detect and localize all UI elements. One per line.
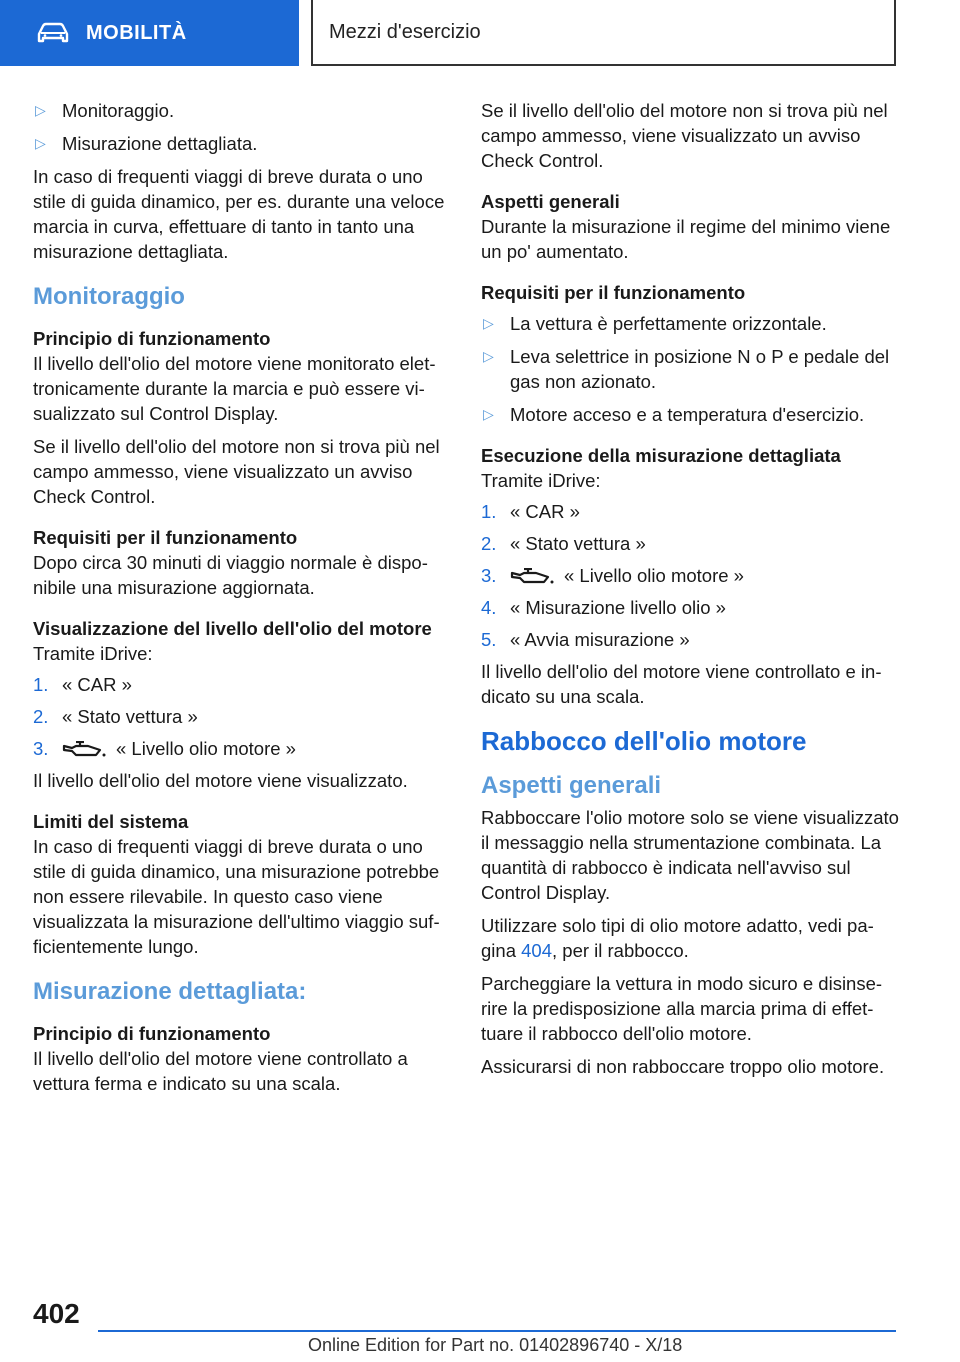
heading-misurazione: Misurazione dettagliata:: [33, 978, 307, 1005]
top-bullet-list: [33, 98, 451, 156]
step-item: 3. « Livello olio motore »: [481, 565, 744, 586]
right-column: [481, 98, 901, 1087]
page-number: 402: [33, 1298, 80, 1329]
list-item: ▷ Monitoraggio.: [35, 100, 175, 121]
page-header: [0, 0, 960, 66]
paragraph: Il livello dell'olio del motore viene controllato e indicato su una scala.: [481, 661, 882, 707]
heading-monitoraggio: Monitoraggio: [33, 283, 185, 310]
chapter-title: MOBILITÀ: [86, 21, 187, 44]
footer-divider: [98, 1330, 896, 1332]
left-column: [33, 98, 451, 1104]
step-item: 4. « Misurazione livello olio »: [481, 597, 726, 618]
steps-list: [481, 499, 901, 652]
step-item: 2. « Stato vettura »: [33, 706, 198, 727]
list-item: ▷ Leva selettrice in posizione N o P e pedale del gas non azionato.: [483, 346, 890, 392]
paragraph: Parcheggiare la vettura in modo sicuro e disinserire la predisposizione alla marcia prima di effettuare il rabbocco dell'olio motore.: [481, 973, 883, 1044]
heading-aspetti: Aspetti generali: [481, 191, 620, 212]
requisiti-list: [481, 311, 901, 427]
oil-can-icon: [510, 568, 554, 586]
paragraph: Assicurarsi di non rabboccare troppo olio motore.: [481, 1056, 885, 1077]
paragraph: Rabboccare l'olio motore solo se viene visualizzato il messaggio nella strumentazione combinata. La quantità di rabbocco è indicata nell'avviso sul Control Display.: [481, 807, 899, 903]
heading-aspetti-2: Aspetti generali: [481, 772, 662, 799]
steps-list: [33, 672, 451, 761]
step-item: 1. « CAR »: [33, 674, 132, 695]
page-link[interactable]: 404: [521, 940, 552, 961]
paragraph: Se il livello dell'olio del motore non si trova più nel campo ammesso, viene visualizzato un avviso Check Control.: [33, 436, 440, 507]
paragraph: Dopo circa 30 minuti di viaggio normale è disponibile una misurazione aggiornata.: [33, 552, 428, 598]
list-item: ▷ Motore acceso e a temperatura d'esercizio.: [483, 404, 865, 425]
list-item: ▷ La vettura è perfettamente orizzontale.: [483, 313, 827, 334]
heading-principio: Principio di funzionamento: [33, 328, 271, 349]
paragraph: Il livello dell'olio del motore viene visualizzato.: [33, 770, 408, 791]
paragraph: Tramite iDrive:: [33, 643, 153, 664]
list-item: ▷ Misurazione dettagliata.: [35, 133, 258, 154]
step-item: 3. « Livello olio motore »: [33, 738, 296, 759]
triangle-bullet-icon: ▷: [483, 315, 494, 331]
oil-can-icon: [62, 741, 106, 759]
paragraph: In caso di frequenti viaggi di breve durata o uno stile di guida dinamico, una misurazione potrebbe non essere rilevabile. In questo caso viene visualizzata la misurazione dell'ultimo viaggio sufficientemente lungo.: [33, 836, 440, 957]
triangle-bullet-icon: ▷: [35, 102, 46, 118]
paragraph: Durante la misurazione il regime del minimo viene un po' aumentato.: [481, 216, 891, 262]
paragraph: Utilizzare solo tipi di olio motore adatto, vedi pagina 404, per il rabbocco.: [481, 915, 874, 961]
step-item: 2. « Stato vettura »: [481, 533, 646, 554]
paragraph: Il livello dell'olio del motore viene controllato a vettura ferma e indicato su una scala.: [33, 1048, 408, 1094]
heading-esecuzione: Esecuzione della misurazione dettagliata: [481, 445, 841, 466]
paragraph: Tramite iDrive:: [481, 470, 601, 491]
step-item: 5. « Avvia misurazione »: [481, 629, 690, 650]
triangle-bullet-icon: ▷: [483, 348, 494, 364]
chapter-tab[interactable]: [0, 0, 299, 66]
heading-rabbocco: Rabbocco dell'olio motore: [481, 726, 807, 756]
intro-paragraph: In caso di frequenti viaggi di breve durata o uno stile di guida dinamico, per es. durante una veloce marcia in curva, effettuare di tanto in tanto una misurazione dettagliata.: [33, 166, 445, 262]
heading-requisiti-right: Requisiti per il funzionamento: [481, 282, 746, 303]
heading-requisiti: Requisiti per il funzionamento: [33, 527, 298, 548]
car-icon: [36, 22, 70, 44]
heading-principio-2: Principio di funzionamento: [33, 1023, 271, 1044]
step-item: 1. « CAR »: [481, 501, 580, 522]
triangle-bullet-icon: ▷: [483, 406, 494, 422]
paragraph: Se il livello dell'olio del motore non si trova più nel campo ammesso, viene visualizzato un avviso Check Control.: [481, 100, 888, 171]
triangle-bullet-icon: ▷: [35, 135, 46, 151]
edition-text: Online Edition for Part no. 01402896740 - X/18: [308, 1335, 683, 1355]
heading-visualizzazione: Visualizzazione del livello dell'olio del motore: [33, 618, 432, 639]
section-title: Mezzi d'esercizio: [311, 0, 896, 66]
paragraph: Il livello dell'olio del motore viene monitorato elettronicamente durante la marcia e può essere visualizzato sul Control Display.: [33, 353, 436, 424]
heading-limiti: Limiti del sistema: [33, 811, 189, 832]
